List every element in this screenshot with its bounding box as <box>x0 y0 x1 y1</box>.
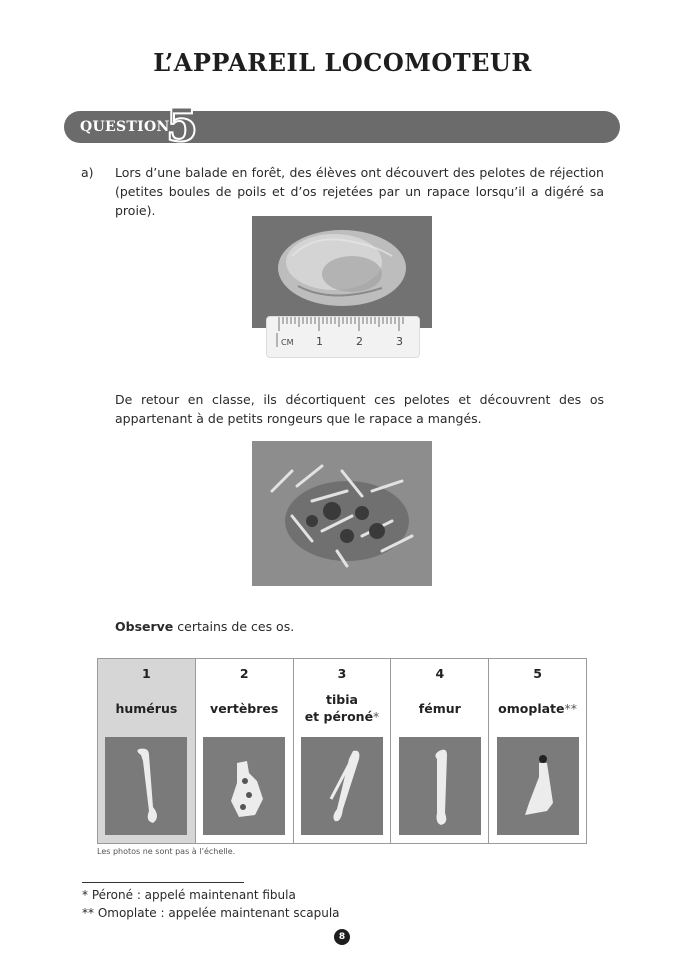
bone-number: 3 <box>337 666 347 681</box>
observe-rest: certains de ces os. <box>173 619 295 634</box>
humerus-photo <box>105 737 187 835</box>
bone-name: tibia et péroné* <box>304 692 380 724</box>
ruler-unit: CM <box>281 338 294 347</box>
footnote-perone: * Péroné : appelé maintenant fibula <box>82 888 296 902</box>
observe-bold: Observe <box>115 619 174 634</box>
ruler-tick-label: 1 <box>316 335 323 348</box>
bone-number: 5 <box>533 666 542 681</box>
ruler-tick-label: 2 <box>356 335 363 348</box>
vertebrae-photo <box>203 737 285 835</box>
bone-cell[interactable] <box>195 659 293 844</box>
footnote-omoplate: ** Omoplate : appelée maintenant scapula <box>82 906 340 920</box>
observe-instruction <box>115 617 415 636</box>
intro-paragraph: Lors d’une balade en forêt, des élèves ont découvert des pelotes de réjection (petites boules de poils et d’os rejetées par un rapace lorsqu’il a digéré sa proie). <box>115 165 604 218</box>
bone-name: vertèbres <box>210 700 279 716</box>
question-label: QUESTION <box>80 119 170 135</box>
tibia-photo <box>301 737 383 835</box>
ruler-ticks <box>267 317 421 359</box>
footnote-divider <box>82 882 244 883</box>
pellet-illustration <box>252 216 432 328</box>
item-letter: a) <box>81 165 94 180</box>
bone-number: 4 <box>435 666 445 681</box>
bones-pile-photo <box>252 441 432 586</box>
bone-cell[interactable] <box>293 659 391 844</box>
femur-photo <box>399 737 481 835</box>
pellet-photo <box>252 216 432 328</box>
bone-name: omoplate** <box>498 700 577 716</box>
photo-caption: Les photos ne sont pas à l’échelle. <box>97 847 236 856</box>
scapula-photo <box>497 737 579 835</box>
bone-number: 1 <box>142 666 151 681</box>
bone-cell[interactable] <box>489 659 587 844</box>
ruler-tick-label: 3 <box>396 335 403 348</box>
bone-cell[interactable] <box>98 659 196 844</box>
bone-name: humérus <box>115 700 178 716</box>
bone-name: fémur <box>418 700 461 716</box>
question-number: 5 <box>166 98 199 152</box>
bone-number: 2 <box>239 666 249 681</box>
second-paragraph: De retour en classe, ils décortiquent ces pelotes et découvrent des os appartenant à de petits rongeurs que le rapace a mangés. <box>115 392 604 426</box>
bone-cell[interactable] <box>391 659 489 844</box>
bones-table <box>97 658 587 844</box>
page-number: 8 <box>334 929 350 945</box>
ruler <box>266 316 420 358</box>
bones-pile-illustration <box>252 441 432 586</box>
page-title: L’APPAREIL LOCOMOTEUR <box>153 48 532 77</box>
